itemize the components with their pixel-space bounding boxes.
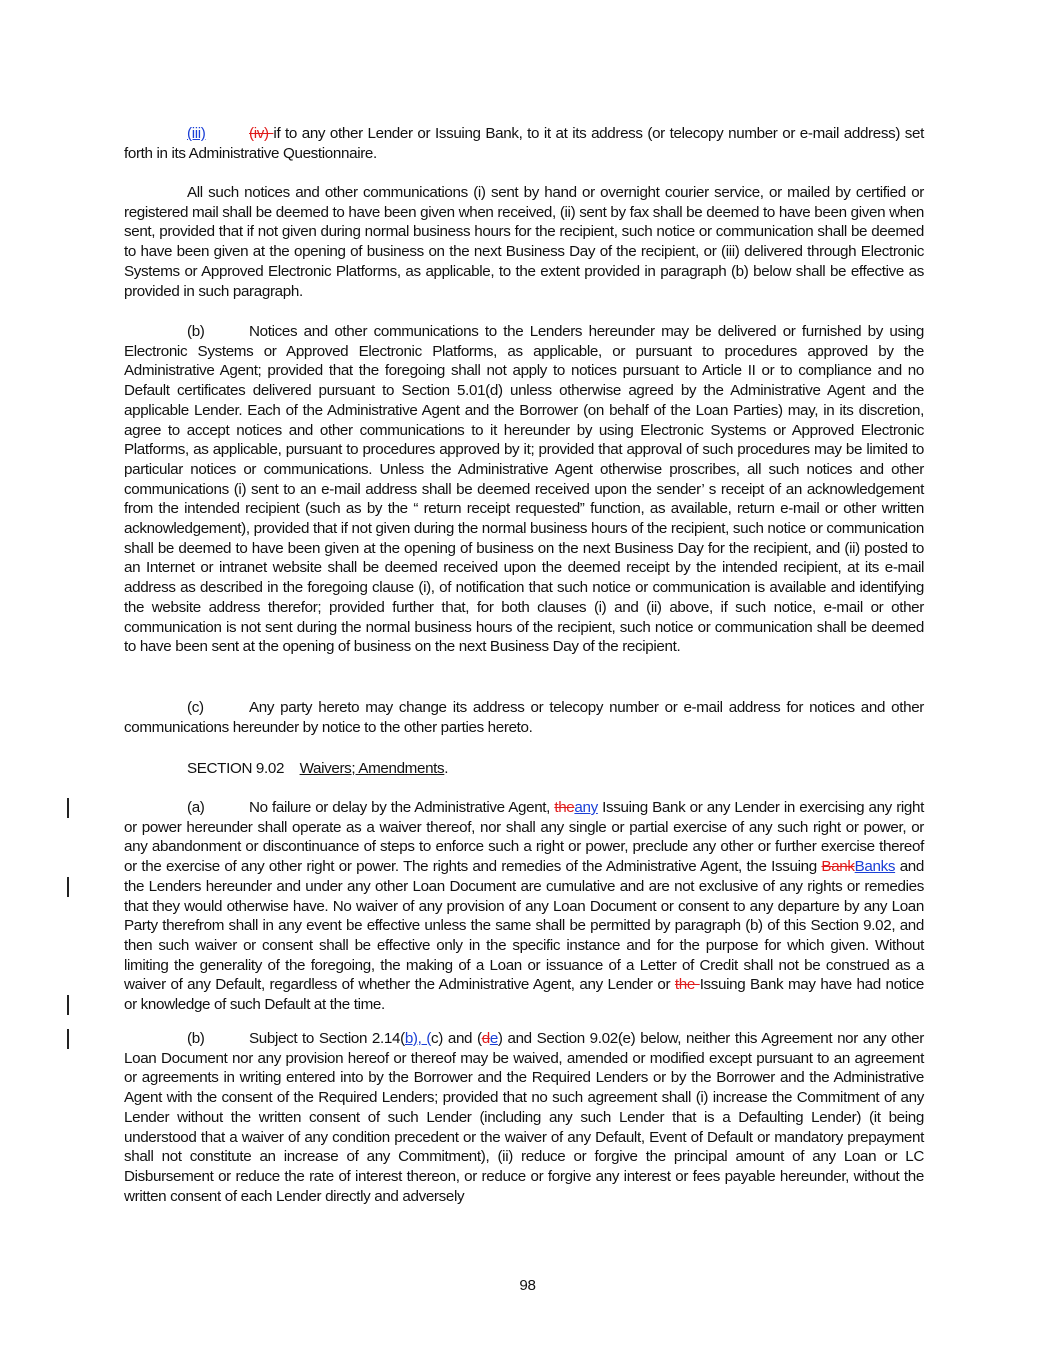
paragraph-b-text: Notices and other communications to the Lenders hereunder may be delivered or furnished by using Electronic Systems or Approved Electronic Platforms, as applicable, or pursuant to procedures approved by the Administrative Agent; provided that the foregoing shall not apply to notices pursuant to Article II or to compliance and no Default certificates delivered pursuant to Section 5.01(d) unless otherwise agreed by the Administrative Agent and the applicable Lender. Each of the Administrative Agent and the Borrower (on behalf of the Loan Parties) may, in its discretion, agree to accept notices and other communications to it hereunder by using Electronic Systems or Approved Electronic Platforms, as applicable, pursuant to procedures approved by it; provided that approval of such procedures may be limited to particular notices or communications. Unless the Administrative Agent otherwise proscribes, all such notices and other communications (i) sent to an e-mail address shall be deemed received upon the sender’ s receipt of an acknowledgement from the intended recipient (such as by the “ return receipt requested” function, as available, return e-mail or other written acknowledgement), provided that if not given during the normal business hours of the recipient, such notice or communication shall be deemed to have been given at the opening of business on the next Business Day for the recipient, and (ii) posted to an Internet or intranet website shall be deemed received upon the deemed receipt by the intended recipient, at its e-mail address as described in the foregoing clause (i), of notification that such notice or communication is available and identifying the website address therefor; provided further that, for both clauses (i) and (ii) above, if such notice, e-mail or other communication is not sent during the normal business hours of the recipient, such notice or communication shall be deemed to have been sent at the opening of business on the next Business Day of the recipient. [124, 323, 924, 656]
inserted-text: e [489, 1030, 498, 1047]
paragraph-a-label: (a) [187, 799, 205, 816]
deleted-text: the [674, 976, 700, 994]
paragraph-b2-text: ) and Section 9.02(e) below, neither this Agreement nor any other Loan Document nor any provision hereof or thereof may be waived, amended or modified except pursuant to an agreement or agreements in writing entered into by the Borrower and the Required Lenders or by the Borrower and the Administrative Agent with the consent of the Required Lenders; provided that no such agreement shall (i) increase the Commitment of any Lender without the written consent of such Lender (including any such Lender that is a Defaulting Lender) (it being understood that a waiver of any condition precedent or the waiver of any Default, Event of Default or mandatory prepayment shall not constitute an increase of any Commitment), (ii) reduce or forgive the principal amount of any Loan or LC Disbursement or reduce the rate of interest thereon, or reduce or forgive any interest or fees payable hereunder, without the written consent of each Lender directly and adversely [124, 1030, 924, 1205]
paragraph-b-amendments [124, 1029, 924, 1206]
change-bar [67, 1029, 69, 1049]
page-number: 98 [519, 1277, 536, 1294]
inserted-text: any [574, 799, 598, 816]
paragraph-a [124, 798, 924, 1015]
paragraph-b2-label: (b) [187, 1030, 205, 1047]
deleted-text: the [554, 799, 575, 816]
paragraph-b [124, 322, 924, 657]
paragraph-c-text: Any party hereto may change its address or telecopy number or e-mail address for notices and other communications hereunder by notice to the other parties hereto. [124, 699, 924, 736]
change-bar [67, 995, 69, 1015]
paragraph-a-text: Issuing Bank may have had notice or knowledge of such Default at the time. [124, 976, 924, 1014]
section-title: Waivers; Amendments [299, 760, 445, 777]
inserted-text: Banks [854, 858, 896, 876]
section-heading [187, 759, 448, 779]
paragraph-iii [124, 124, 924, 163]
paragraph-b2-text: c) and ( [431, 1030, 482, 1047]
paragraph-b2-text: Subject to Section 2.14( [249, 1030, 405, 1047]
paragraph-a-text: No failure or delay by the Administrative Agent, [249, 799, 555, 816]
inserted-text: b), ( [404, 1030, 432, 1047]
inserted-number: (iii) [187, 125, 206, 142]
paragraph-c-label: (c) [187, 699, 204, 716]
deleted-text: Bank [821, 858, 855, 876]
paragraph-a-text: and the Lenders hereunder and under any other Loan Document are cumulative and are not exclusive of any rights or remedies that they would otherwise have. No waiver of any provision of any Loan Document or consent to any departure by any Loan Party therefrom shall in any event be effective unless the same shall be permitted by paragraph (b) of this Section 9.02, and then such waiver or consent shall be effective only in the specific instance and for the purpose for which given. Without limiting the generality of the foregoing, the making of a Loan or issuance of a Letter of Credit shall not be construed as a waiver of any Default, regardless of whether the Administrative Agent, any Lender or [124, 858, 924, 994]
section-title-period: . [444, 760, 449, 777]
section-number: SECTION 9.02 [187, 760, 285, 777]
paragraph-iii-text: if to any other Lender or Issuing Bank, to it at its address (or telecopy number or e-mail address) set forth in its Administrative Questionnaire. [124, 125, 924, 162]
paragraph-b-label: (b) [187, 323, 205, 340]
deleted-text: d [481, 1030, 490, 1047]
paragraph-notices: All such notices and other communications (i) sent by hand or overnight courier service, or mailed by certified or registered mail shall be deemed to have been given when received, (ii) sent by fax shall be deemed to have been given when sent, provided that if not given during normal business hours for the recipient, such notice or communication shall be deemed to have been given at the opening of business on the next Business Day of the recipient, or (iii) delivered through Electronic Systems or Approved Electronic Platforms, as applicable, to the extent provided in paragraph (b) below shall be effective as provided in such paragraph. [124, 184, 924, 300]
paragraph-c [124, 698, 924, 737]
change-bar [67, 798, 69, 818]
change-bar [67, 877, 69, 897]
paragraph-a-text: Issuing Bank or any Lender in exercising any right or power hereunder shall operate as a waiver thereof, nor shall any single or partial exercise of any such right or power, or any abandonment or discontinuance of steps to enforce such a right or power, preclude any other or further exercise thereof or the exercise of any other right or power. The rights and remedies of the Administrative Agent, the Issuing [124, 799, 924, 876]
deleted-number: (iv) [249, 125, 274, 142]
